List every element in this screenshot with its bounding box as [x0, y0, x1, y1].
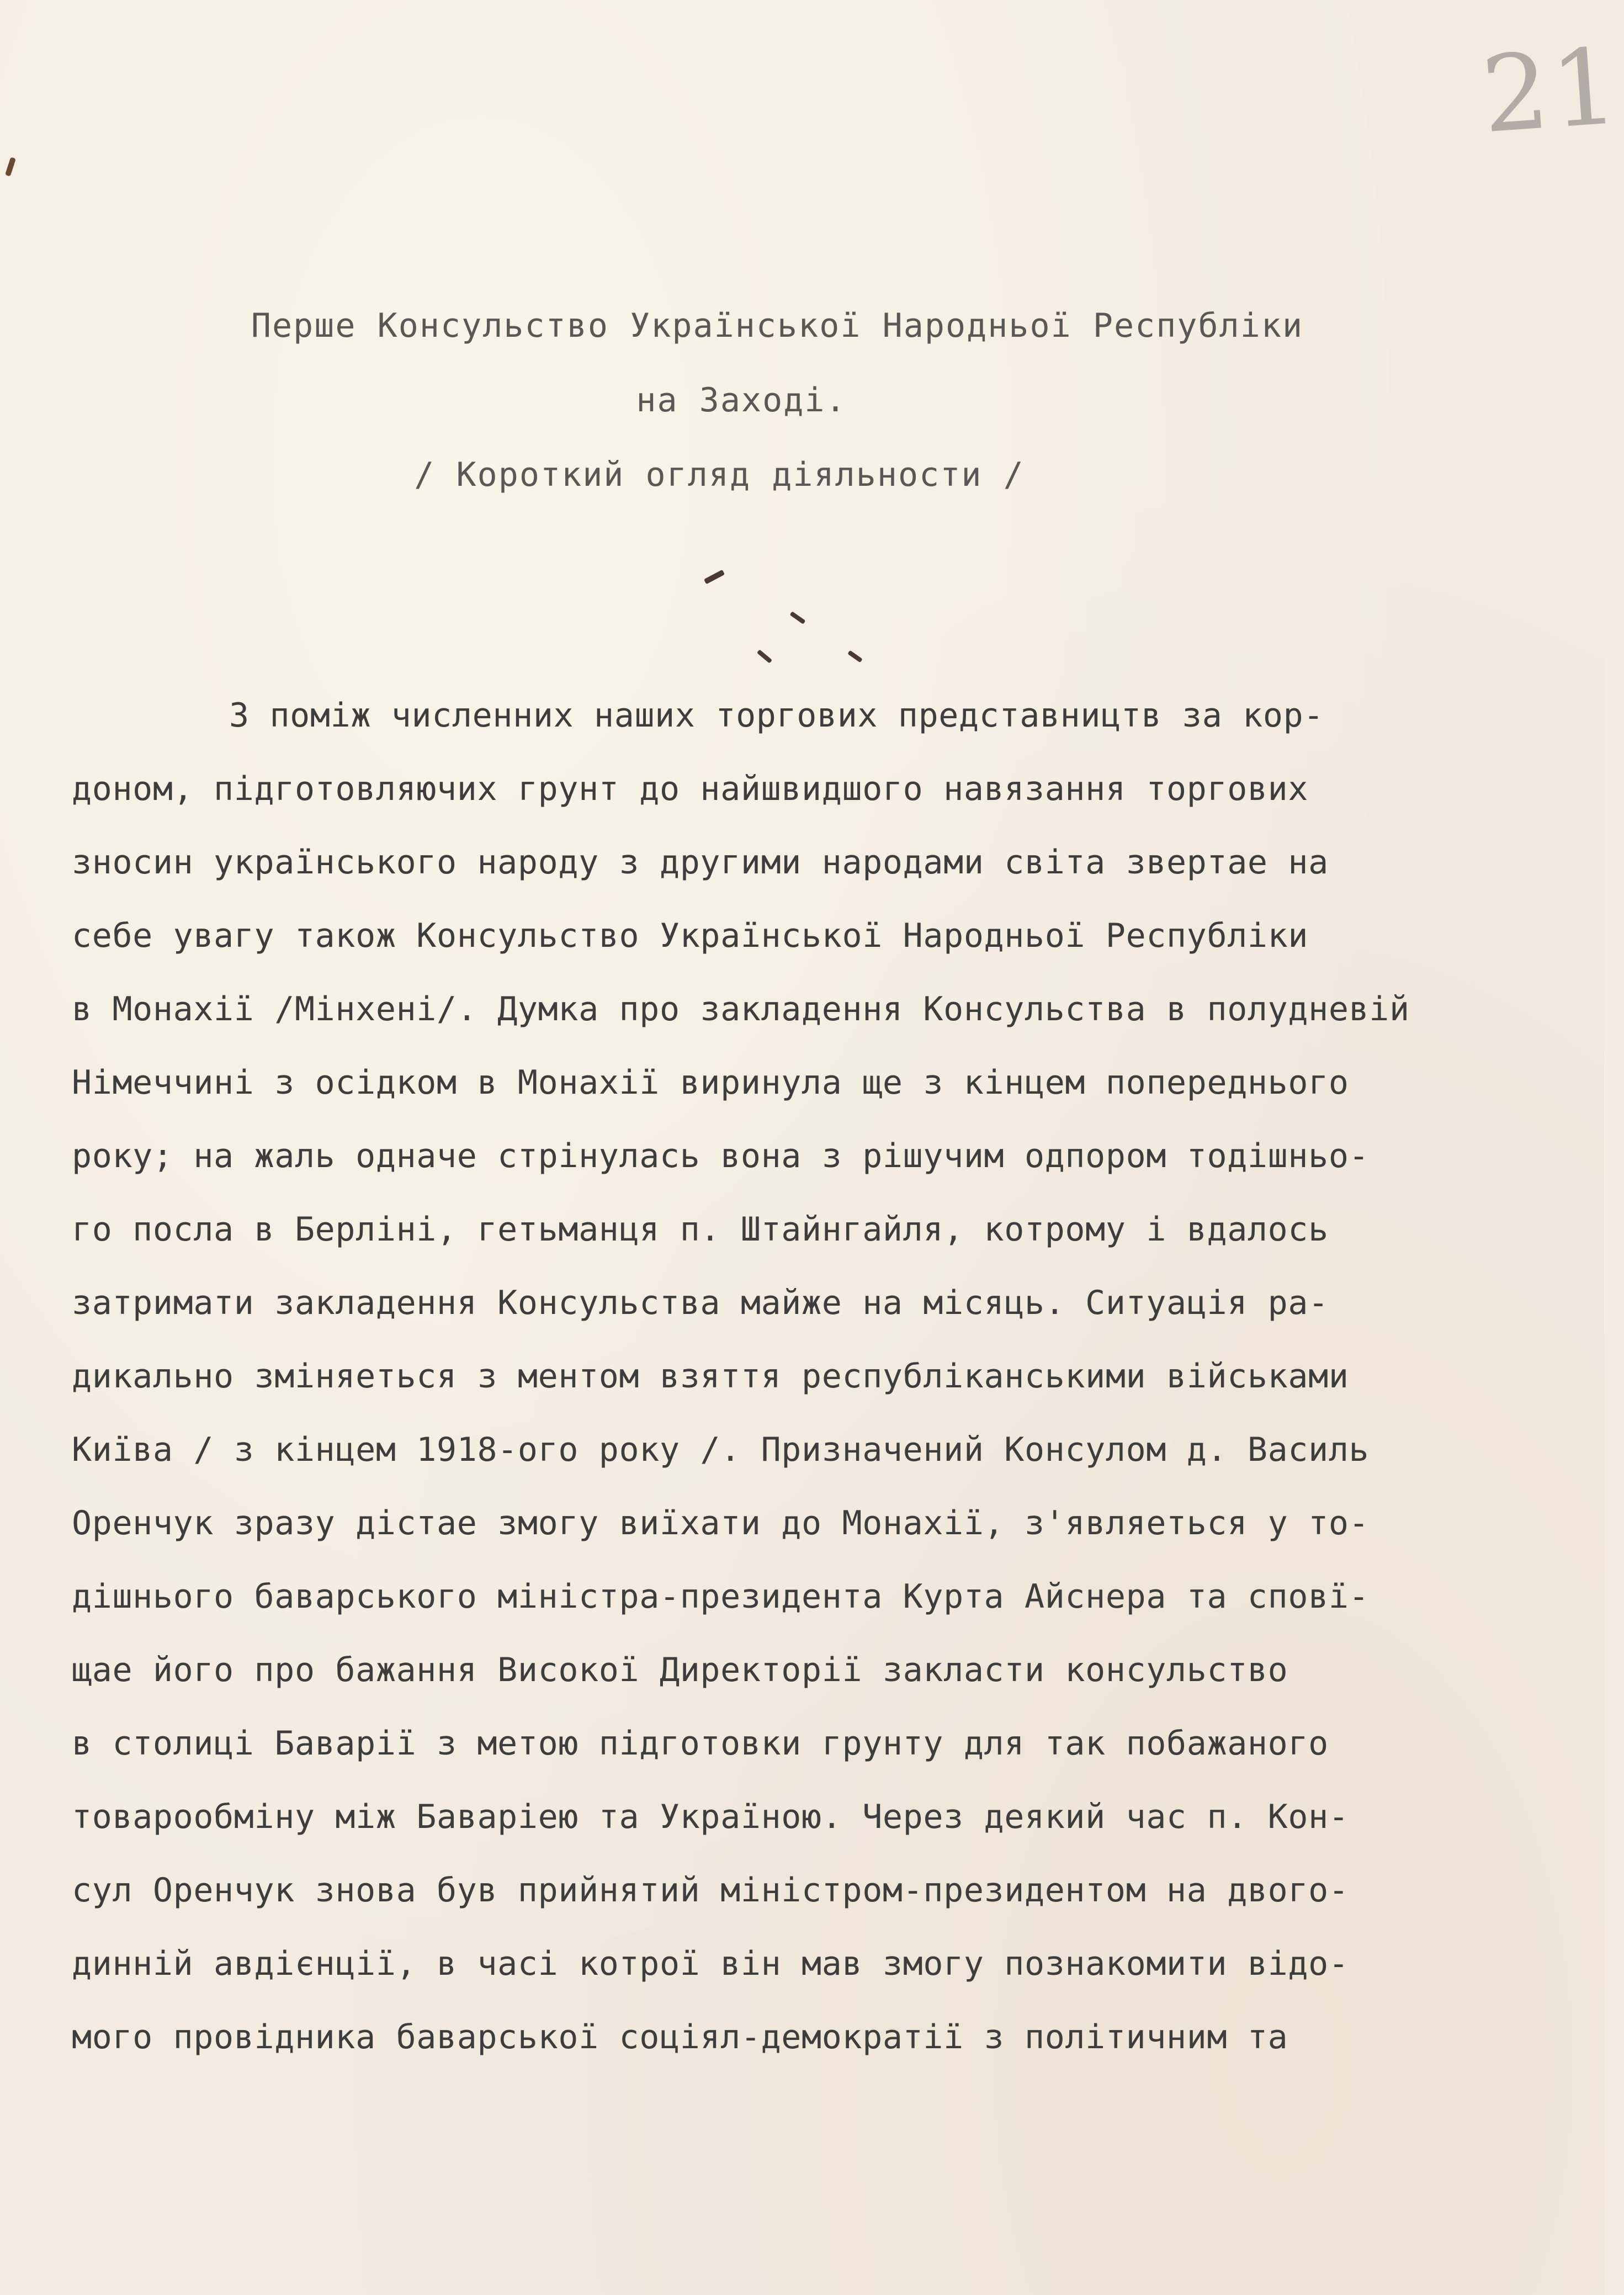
margin-mark	[5, 157, 16, 176]
body-line: дішнього баварського міністра-президента Курта Айснера та сповї-	[72, 1577, 1370, 1616]
body-line: Київа / з кінцем 1918-ого року /. Призначений Консулом д. Василь	[72, 1430, 1370, 1469]
body-line: го посла в Берліні, гетьманця п. Штайнгайля, котрому і вдалось	[72, 1210, 1329, 1249]
pen-mark	[757, 649, 772, 663]
pen-mark	[847, 650, 863, 663]
document-title-line2: на Заході.	[636, 381, 847, 420]
body-line: року; на жаль одначе стрінулась вона з рішучим одпором тодішньо-	[72, 1137, 1370, 1175]
body-line: щае його про бажання Високої Директорії закласти консульство	[72, 1651, 1288, 1689]
body-line: мого провідника баварської соціял-демократії з політичним та	[72, 2018, 1288, 2057]
body-line: сул Оренчук знова був прийнятий міністром-президентом на двого-	[72, 1871, 1349, 1910]
pen-mark	[704, 570, 725, 585]
body-line: зносин українського народу з другими народами світа звертае на	[72, 843, 1329, 882]
pen-mark	[789, 611, 805, 624]
body-line: в Монахії /Мінхені/. Думка про закладення Консульства в полудневій	[72, 990, 1410, 1029]
body-line: Оренчук зразу дістае змогу виїхати до Монахії, з'являеться у то-	[72, 1504, 1370, 1543]
body-line: динній авдієнції, в часі котрої він мав змогу познакомити відо-	[72, 1944, 1349, 1983]
body-line: себе увагу також Консульство Української Народньої Республіки	[72, 916, 1309, 955]
body-line: Німеччині з осідком в Монахії виринула ще з кінцем попереднього	[72, 1063, 1349, 1102]
folio-number: 21	[1478, 25, 1624, 157]
body-line: в столиці Баварії з метою підготовки грунту для так побажаного	[72, 1724, 1329, 1763]
document-subtitle: / Короткий огляд діяльности /	[414, 455, 1025, 494]
body-line: дикально зміняеться з ментом взяття республіканськими військами	[72, 1357, 1349, 1396]
body-text	[72, 679, 1562, 2074]
body-line: затримати закладення Консульства майже на місяць. Ситуація ра-	[72, 1284, 1329, 1322]
body-line: товарообміну між Баваріею та Україною. Через деякий час п. Кон-	[72, 1798, 1349, 1836]
body-line: доном, підготовляючих грунт до найшвидшого навязання торгових	[72, 770, 1309, 808]
body-line: З поміж численних наших торгових представництв за кор-	[229, 696, 1324, 735]
document-title: Перше Консульство Української Народньої Республіки	[251, 306, 1304, 345]
